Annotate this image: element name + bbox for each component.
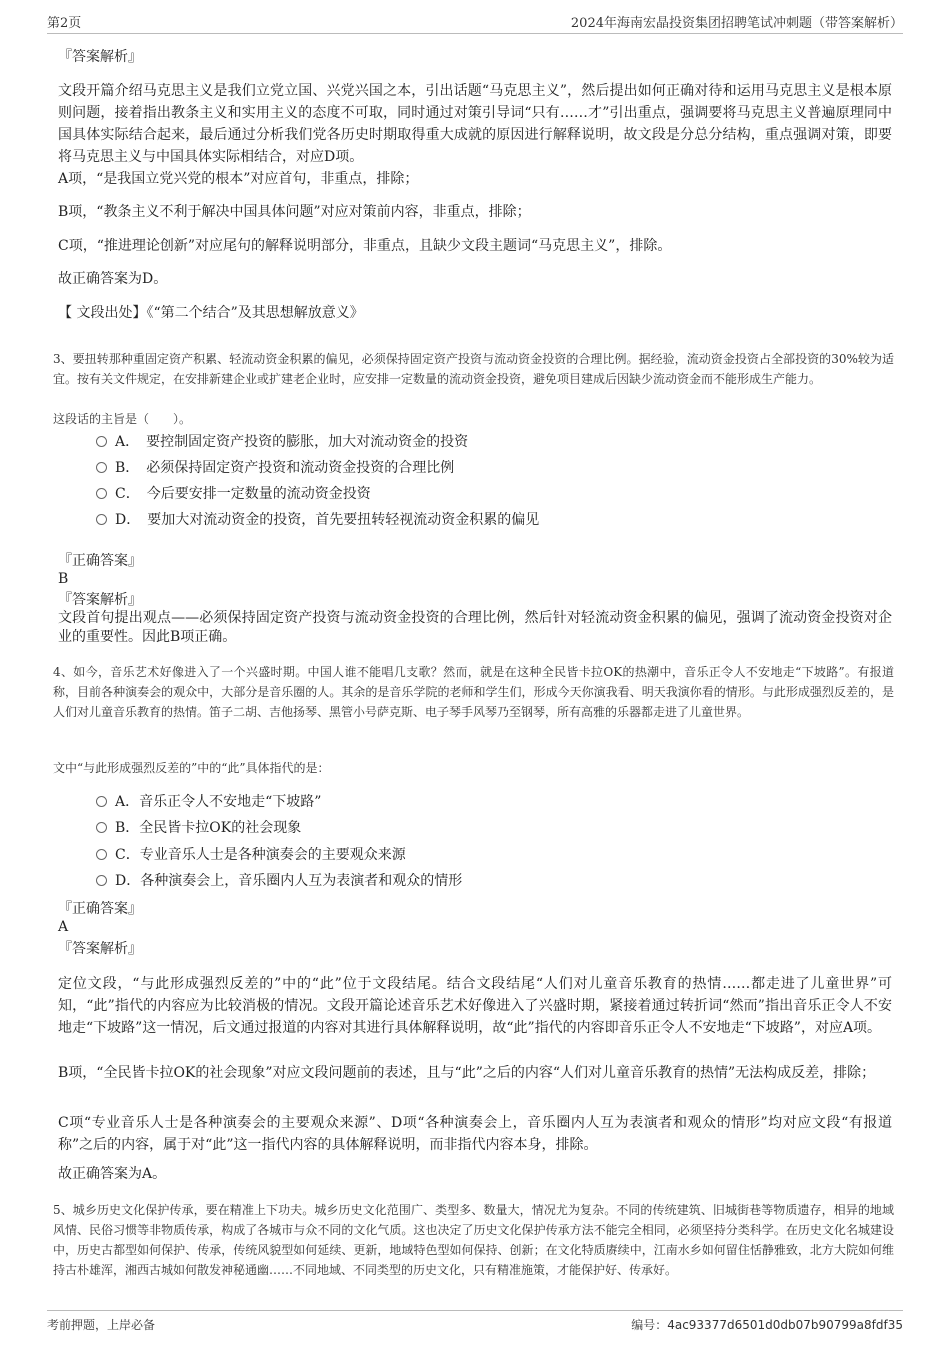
analysis-label: 『答案解析』 — [58, 592, 142, 608]
question-5-text: 5、城乡历史文化保护传承，要在精准上下功夫。城乡历史文化范围广、类型多、数量大，情况尤为复杂。不同的传统建筑、旧城街巷等物质遗存，相异的地域风情、民俗习惯等非物质传承，构成了各城市与众不同的文化气质。这也决定了历史文化保护传承方法不能完全相同，必须坚持分类科学。在历史文化名城建设中，历史古都型如何保护、传承，传统风貌型如何延续、更新，地域特色型如何保持、创新；在文化特质赓续中，江南水乡如何留住恬静雅致，北方大院如何维持古朴雄浑，湘西古城如何散发神秘通幽……不同地域、不同类型的历史文化，只有精准施策，才能保护好、传承好。 — [53, 1203, 894, 1277]
question-4-prompt: 文中“与此形成强烈反差的”中的“此”具体指代的是： — [53, 761, 330, 775]
analysis-label: 『答案解析』 — [58, 49, 142, 65]
question-3-option-c[interactable]: C． 今后要安排一定数量的流动资金投资 — [96, 484, 371, 504]
radio-icon[interactable] — [96, 796, 107, 807]
correct-answer-label: 『正确答案』 — [58, 901, 142, 917]
radio-icon[interactable] — [96, 875, 107, 886]
radio-icon[interactable] — [96, 488, 107, 499]
analysis-text: 定位文段，“与此形成强烈反差的”中的“此”位于文段结尾。结合文段结尾“人们对儿童音乐教育的热情……都走进了儿童世界”可知，“此”指代的内容应为比较消极的情况。文段开篇论述音乐艺术好像进入了兴盛时期，紧接着通过转折词“然而”指出音乐正令人不安地走“下坡路”这一情况，后文通过报道的内容对其进行具体解释说明，故“此”指代的内容即音乐正令人不安地走“下坡路”，对应A项。 — [58, 976, 892, 1036]
question-4-text: 4、如今，音乐艺术好像进入了一个兴盛时期。中国人谁不能唱几支歌？然而，就是在这种全民皆卡拉OK的热潮中，音乐正令人不安地走“下坡路”。有报道称，目前各种演奏会的观众中，大部分是音乐圈的人。其余的是音乐学院的老师和学生们，形成今天你演我看、明天我演你看的情形。与此形成强烈反差的，是人们对儿童音乐教育的热情。笛子二胡、吉他扬琴、黑管小号萨克斯、电子琴手风琴乃至钢琴，所有高雅的乐器都走进了儿童世界。 — [53, 665, 894, 719]
option-b-analysis: B项，“全民皆卡拉OK的社会现象”对应文段问题前的表述，且与“此”之后的内容“人们对儿童音乐教育的热情”无法构成反差，排除； — [58, 1065, 876, 1081]
document-id: 编号：4ac93377d6501d0db07b90799a8fdf35 — [631, 1318, 903, 1332]
question-3-text: 3、要扭转那种重固定资产积累、轻流动资金积累的偏见，必须保持固定资产投资与流动资金投资的合理比例。据经验，流动资金投资占全部投资的30%较为适宜。按有关文件规定，在安排新建企业或扩建老企业时，应安排一定数量的流动资金投资，避免项目建成后因缺少流动资金而不能形成生产能力。 — [53, 352, 894, 386]
option-cd-analysis: C项“专业音乐人士是各种演奏会的主要观众来源”、D项“各种演奏会上，音乐圈内人互为表演者和观众的情形”均对应文段“有报道称”之后的内容，属于对“此”这一指代内容的具体解释说明，而非指代内容本身，排除。 — [58, 1115, 892, 1153]
radio-icon[interactable] — [96, 514, 107, 525]
correct-answer: B — [58, 571, 69, 587]
radio-icon[interactable] — [96, 849, 107, 860]
correct-answer: A — [58, 919, 69, 935]
header-divider — [47, 33, 903, 34]
footer-slogan: 考前押题，上岸必备 — [47, 1318, 156, 1332]
question-3-option-b[interactable]: B． 必须保持固定资产投资和流动资金投资的合理比例 — [96, 458, 454, 478]
passage-source: 【 文段出处】《“第二个结合”及其思想解放意义》 — [58, 305, 364, 321]
option-b-analysis: B项，“教条主义不利于解决中国具体问题”对应对策前内容，非重点，排除； — [58, 204, 531, 220]
question-4-option-b[interactable]: B．全民皆卡拉OK的社会现象 — [96, 818, 301, 838]
footer-divider — [47, 1310, 903, 1311]
option-a-analysis: A项，“是我国立党兴党的根本”对应首句，非重点，排除； — [58, 171, 419, 187]
question-3-option-d[interactable]: D． 要加大对流动资金的投资，首先要扭转轻视流动资金积累的偏见 — [96, 510, 539, 530]
radio-icon[interactable] — [96, 436, 107, 447]
correct-answer-label: 『正确答案』 — [58, 553, 142, 569]
analysis-text: 文段首句提出观点——必须保持固定资产投资与流动资金投资的合理比例，然后针对轻流动资金积累的偏见，强调了流动资金投资对企业的重要性。因此B项正确。 — [58, 610, 892, 645]
answer-conclusion: 故正确答案为D。 — [58, 271, 168, 287]
radio-icon[interactable] — [96, 822, 107, 833]
analysis-text: 文段开篇介绍马克思主义是我们立党立国、兴党兴国之本，引出话题“马克思主义”，然后提出如何正确对待和运用马克思主义是根本原则问题，接着指出教条主义和实用主义的态度不可取，同时通过对策引导词“只有……才”引出重点，强调要将马克思主义普遍原理同中国具体实际结合起来，最后通过分析我们党各历史时期取得重大成就的原因进行解释说明，故文段是分总分结构，重点强调对策，即要将马克思主义与中国具体实际相结合，对应D项。 — [58, 83, 892, 165]
analysis-label: 『答案解析』 — [58, 941, 142, 957]
option-c-analysis: C项，“推进理论创新”对应尾句的解释说明部分，非重点，且缺少文段主题词“马克思主义”，排除。 — [58, 238, 672, 254]
question-3-option-a[interactable]: A． 要控制固定资产投资的膨胀，加大对流动资金的投资 — [96, 432, 468, 452]
question-4-option-c[interactable]: C．专业音乐人士是各种演奏会的主要观众来源 — [96, 845, 406, 865]
answer-conclusion: 故正确答案为A。 — [58, 1166, 167, 1182]
radio-icon[interactable] — [96, 462, 107, 473]
question-3-prompt: 这段话的主旨是（ ）。 — [53, 412, 192, 426]
document-title: 2024年海南宏晶投资集团招聘笔试冲刺题（带答案解析） — [570, 16, 903, 31]
page-number: 第2页 — [47, 16, 82, 31]
page-header — [47, 12, 903, 32]
question-4-option-a[interactable]: A．音乐正令人不安地走“下坡路” — [96, 792, 321, 812]
question-4-option-d[interactable]: D．各种演奏会上，音乐圈内人互为表演者和观众的情形 — [96, 871, 462, 891]
